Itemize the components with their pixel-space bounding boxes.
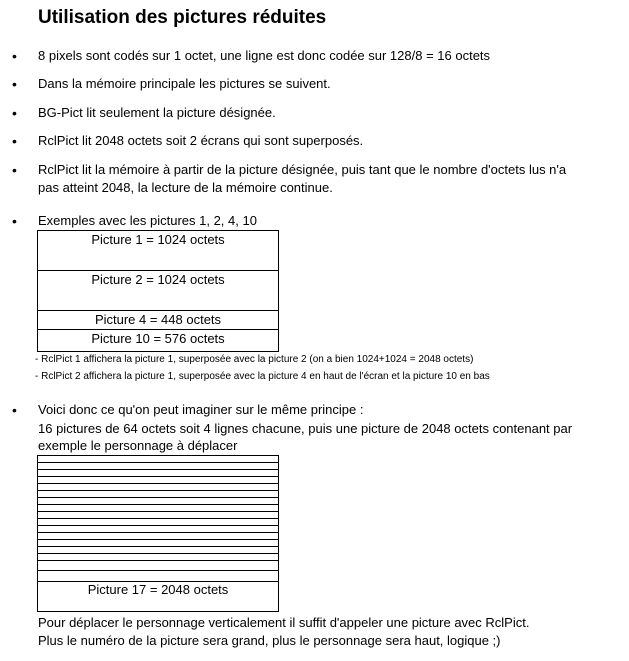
section2-line-2: 16 pictures de 64 octets soit 4 lignes chacune, puis une picture de 2048 octets contenant par: [38, 421, 573, 436]
bullet-text-6: Exemples avec les pictures 1, 2, 4, 10: [38, 213, 257, 228]
page-title: Utilisation des pictures réduites: [38, 7, 327, 28]
bullet-icon: •: [12, 133, 17, 149]
small-picture-row: [38, 526, 278, 533]
bullet-text-5b: pas atteint 2048, la lecture de la mémoire continue.: [38, 180, 333, 195]
small-picture-row: [38, 547, 278, 554]
bullet-icon: •: [12, 48, 17, 64]
small-picture-row: [38, 498, 278, 505]
table-row: Picture 4 = 448 octets: [38, 311, 278, 330]
pictures-table: [37, 230, 279, 352]
small-picture-row: [38, 477, 278, 484]
small-picture-row: [38, 519, 278, 526]
footer-line-2: Plus le numéro de la picture sera grand, plus le personnage sera haut, logique ;): [38, 633, 501, 648]
small-picture-row: [38, 491, 278, 498]
small-picture-row: [38, 540, 278, 547]
memory-table: [37, 455, 279, 612]
bullet-icon: •: [12, 213, 17, 229]
bullet-text-4: RclPict lit 2048 octets soit 2 écrans qui sont superposés.: [38, 133, 364, 148]
bullet-icon: •: [12, 76, 17, 92]
bullet-icon: •: [12, 402, 17, 418]
small-picture-row: [38, 484, 278, 491]
small-picture-row: [38, 505, 278, 512]
picture-17-label: Picture 17 = 2048 octets: [87, 582, 229, 597]
section2-line-3: exemple le personnage à déplacer: [38, 438, 238, 453]
small-picture-row: [38, 554, 278, 561]
small-picture-row: [38, 456, 278, 463]
note-1: - RclPict 1 affichera la picture 1, superposée avec la picture 2 (on a bien 1024+1024 = 2048 octets): [35, 354, 474, 365]
bullet-text-1: 8 pixels sont codés sur 1 octet, une ligne est donc codée sur 128/8 = 16 octets: [38, 48, 491, 63]
footer-line-1: Pour déplacer le personnage verticalement il suffit d'appeler une picture avec RclPict.: [38, 615, 530, 630]
bullet-icon: •: [12, 105, 17, 121]
section2-line-1: Voici donc ce qu'on peut imaginer sur le même principe :: [38, 402, 364, 417]
small-picture-row: [38, 561, 278, 571]
bullet-text-5a: RclPict lit la mémoire à partir de la picture désignée, puis tant que le nombre d'octets lus n'a: [38, 162, 567, 177]
bullet-text-3: BG-Pict lit seulement la picture désignée.: [38, 105, 276, 120]
note-2: - RclPict 2 affichera la picture 1, superposée avec la picture 4 en haut de l'écran et la picture 10 en bas: [35, 371, 490, 382]
table-row: Picture 2 = 1024 octets: [38, 271, 278, 311]
table-row: Picture 1 = 1024 octets: [38, 231, 278, 271]
small-picture-row: [38, 470, 278, 477]
small-picture-row: [38, 533, 278, 540]
small-picture-row: [38, 512, 278, 519]
small-picture-row: [38, 463, 278, 470]
bullet-text-2: Dans la mémoire principale les pictures se suivent.: [38, 76, 331, 91]
table-row: Picture 10 = 576 octets: [91, 331, 225, 346]
bullet-icon: •: [12, 162, 17, 178]
